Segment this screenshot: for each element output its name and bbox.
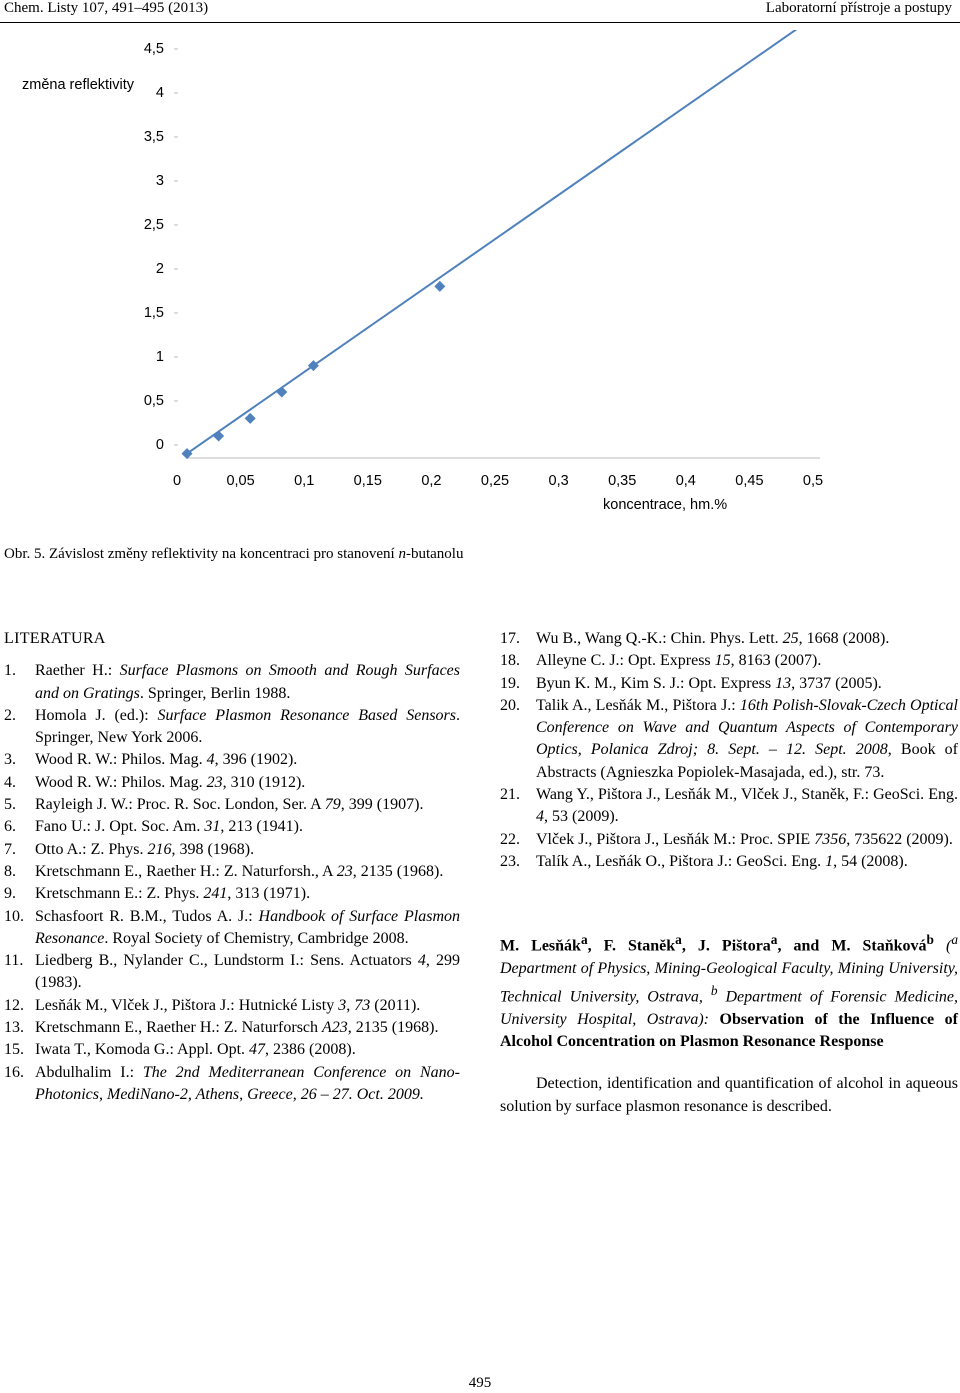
x-tick-label: 0,2: [421, 473, 442, 489]
reference-number: 5.: [4, 796, 16, 814]
reference-item: [4, 794, 460, 816]
reference-number: 2.: [4, 706, 16, 724]
text-run: Surface Plasmon Resonance Based Sensors: [157, 706, 456, 724]
reference-number: 20.: [500, 696, 520, 714]
reference-number: 18.: [500, 652, 520, 670]
reference-item: [500, 695, 958, 784]
page-number: 495: [468, 1375, 492, 1391]
reference-text: [35, 883, 460, 905]
x-tick-label: 0,15: [353, 473, 382, 489]
text-run: M. Lesňák: [500, 937, 581, 955]
text-run: , 54 (2008).: [833, 852, 908, 870]
y-tick-label: 4: [155, 85, 164, 101]
reference-text: [35, 772, 460, 794]
reference-number: 23.: [500, 852, 520, 870]
data-point-marker: [213, 431, 224, 442]
reference-item: [4, 1017, 460, 1039]
text-run: , and M. Staňková: [777, 937, 927, 955]
reference-text: [536, 628, 958, 650]
text-run: , 399 (1907).: [340, 796, 424, 814]
reference-text: [536, 695, 958, 784]
text-run: a: [675, 932, 682, 948]
text-run: 216: [147, 840, 172, 858]
x-axis-ticks: [173, 473, 823, 489]
text-run: Talík A., Lesňák O., Pištora J.: GeoSci. Eng.: [536, 852, 826, 870]
text-run: Raether H.:: [35, 662, 120, 680]
text-run: , F. Staněk: [587, 937, 676, 955]
figure-caption: [4, 546, 463, 563]
reference-item: [4, 816, 460, 838]
reference-text: [536, 784, 958, 829]
text-run: 79: [324, 796, 341, 814]
text-run: , J. Pištora: [681, 937, 771, 955]
reference-number: 15.: [4, 1041, 24, 1059]
text-run: , 2135 (1968).: [352, 862, 444, 880]
reference-item: [4, 1062, 460, 1107]
section-title: Laboratorní přístroje a postupy: [765, 0, 952, 16]
reference-number: 13.: [4, 1019, 24, 1037]
caption-prefix: Obr. 5.: [4, 546, 46, 562]
text-run: 1: [825, 852, 834, 870]
text-run: , 735622 (2009).: [846, 830, 953, 848]
text-run: Liedberg B., Nylander C., Lundstorm I.: Sens. Actuators: [35, 952, 418, 970]
x-tick-label: 0,1: [294, 473, 315, 489]
text-run: Schasfoort R. B.M., Tudos A. J.:: [35, 907, 259, 925]
caption-italic: n: [398, 546, 406, 562]
text-run: A23: [322, 1019, 348, 1037]
right-column: [500, 628, 958, 1118]
text-run: a: [770, 932, 778, 948]
y-axis-label: změna reflektivity: [22, 77, 135, 93]
data-point-marker: [434, 281, 445, 292]
reference-item: [500, 673, 958, 695]
text-run: a: [580, 932, 588, 948]
text-run: 73: [354, 996, 371, 1014]
y-tick-label: 2: [155, 261, 164, 277]
text-run: Alleyne C. J.: Opt. Express: [536, 652, 715, 670]
text-run: Department of Forensic Medicine, University Hospital, Ostrava):: [500, 988, 958, 1028]
text-run: Abdulhalim I.:: [35, 1063, 143, 1081]
journal-citation: Chem. Listy 107, 491–495 (2013): [4, 0, 209, 16]
y-tick-label: 3: [155, 173, 164, 189]
y-tick-label: 0: [155, 437, 164, 453]
reference-number: 8.: [4, 862, 16, 880]
reference-item: [500, 650, 958, 672]
text-run: b: [710, 983, 718, 999]
reference-item: [4, 1039, 460, 1061]
y-tick-label: 4,5: [143, 41, 164, 57]
text-run: , 310 (1912).: [222, 773, 306, 791]
text-run: Lesňák M., Vlček J., Pištora J.: Hutnické Listy: [35, 996, 339, 1014]
reference-item: [4, 749, 460, 771]
text-run: 23: [206, 773, 223, 791]
reference-number: 9.: [4, 885, 16, 903]
reflectivity-chart: [0, 30, 960, 520]
reference-number: 10.: [4, 907, 24, 925]
reference-number: 3.: [4, 751, 16, 769]
text-run: Kretschmann E., Raether H.: Z. Naturforsh., A: [35, 862, 337, 880]
text-run: 23: [336, 862, 353, 880]
text-run: Wood R. W.: Philos. Mag.: [35, 773, 207, 791]
x-tick-label: 0,45: [735, 473, 764, 489]
reference-item: [500, 628, 958, 650]
reference-text: [35, 1017, 460, 1039]
reference-text: [35, 1039, 460, 1061]
text-run: 7356: [814, 830, 847, 848]
reference-text: [536, 650, 958, 672]
text-run: ,: [346, 996, 355, 1014]
text-run: . Springer, New York 2006.: [35, 706, 460, 747]
text-run: 3: [338, 996, 347, 1014]
reference-text: [35, 861, 460, 883]
reference-list-right: [500, 628, 958, 873]
literature-title: LITERATURA: [4, 630, 106, 647]
data-points: [182, 30, 825, 459]
reference-item: [4, 772, 460, 794]
text-run: Kretschmann E.: Z. Phys.: [35, 885, 204, 903]
x-tick-label: 0,4: [675, 473, 696, 489]
text-run: , 396 (1902).: [214, 751, 298, 769]
text-run: , 3737 (2005).: [791, 674, 882, 692]
x-tick-label: 0: [172, 473, 182, 489]
running-header: [0, 0, 960, 23]
text-run: , 53 (2009).: [544, 808, 619, 826]
reference-text: [35, 839, 460, 861]
text-run: . Royal Society of Chemistry, Cambridge 2008.: [104, 929, 409, 947]
reference-item: [4, 883, 460, 905]
y-tick-label: 1: [155, 349, 164, 365]
text-run: , 8163 (2007).: [730, 652, 822, 670]
reference-number: 19.: [500, 674, 520, 692]
reference-item: [4, 839, 460, 861]
text-run: 4: [206, 751, 215, 769]
reference-text: [536, 673, 958, 695]
caption-text-b: -butanolu: [405, 546, 464, 562]
reference-list-left: [4, 660, 460, 1106]
reference-item: [4, 950, 460, 995]
data-point-marker: [245, 413, 256, 424]
reference-item: [4, 995, 460, 1017]
text-run: Byun K. M., Kim S. J.: Opt. Express: [536, 674, 776, 692]
text-run: 241: [203, 885, 228, 903]
text-run: Kretschmann E., Raether H.: Z. Naturforsch: [35, 1019, 323, 1037]
text-run: Wang Y., Pištora J., Lesňák M., Vlček J., Staněk, F.: GeoSci. Eng.: [536, 786, 958, 804]
text-run: Otto A.: Z. Phys.: [35, 840, 148, 858]
reference-text: [35, 794, 460, 816]
x-tick-label: 0,35: [608, 473, 637, 489]
text-run: Surface Plasmons on Smooth and Rough Surfaces and on Gratings: [35, 662, 461, 702]
text-run: Wood R. W.: Philos. Mag.: [35, 751, 207, 769]
data-point-marker: [276, 387, 287, 398]
reference-number: 6.: [4, 818, 16, 836]
reference-number: 21.: [500, 786, 520, 804]
text-run: (2011).: [370, 996, 421, 1014]
reference-text: [35, 749, 460, 771]
reference-number: 17.: [500, 630, 520, 647]
y-tick-label: 3,5: [143, 129, 164, 145]
text-run: 13: [775, 674, 792, 692]
text-run: Handbook of Surface Plasmon Resonance: [35, 907, 460, 947]
text-run: 47: [249, 1041, 266, 1059]
reference-item: [500, 829, 958, 851]
text-run: Wu B., Wang Q.-K.: Chin. Phys. Lett.: [536, 630, 783, 647]
y-axis-ticks: [144, 41, 178, 453]
reference-item: [4, 906, 460, 951]
text-run: (: [933, 937, 952, 955]
reference-item: [500, 784, 958, 829]
x-axis-label: koncentrace, hm.%: [603, 497, 728, 513]
text-run: Vlček J., Pištora J., Lesňák M.: Proc. SPIE: [536, 830, 815, 848]
text-run: , 313 (1971).: [227, 885, 311, 903]
reference-number: 1.: [4, 662, 16, 680]
text-run: The 2nd Mediterranean Conference on Nano-Photonics, MediNano-2, Athens, Greece, 26 – 27. Oct. 2009.: [35, 1063, 460, 1103]
x-tick-label: 0,3: [548, 473, 569, 489]
text-run: , 398 (1968).: [171, 840, 255, 858]
text-run: 4: [417, 952, 426, 970]
text-run: , 2135 (1968).: [347, 1019, 439, 1037]
text-run: , 213 (1941).: [220, 818, 303, 836]
text-run: , 299 (1983).: [35, 952, 460, 992]
text-run: Iwata T., Komoda G.: Appl. Opt.: [35, 1041, 250, 1059]
reference-text: [536, 829, 958, 851]
y-tick-label: 0,5: [143, 393, 164, 409]
y-tick-label: 2,5: [143, 217, 164, 233]
reference-item: [4, 705, 460, 750]
text-run: , 1668 (2008).: [798, 630, 890, 647]
y-tick-label: 1,5: [143, 305, 164, 321]
reference-text: [35, 660, 460, 705]
reference-item: [4, 660, 460, 705]
reference-text: [35, 816, 460, 838]
reference-number: 12.: [4, 996, 24, 1014]
text-run: , 2386 (2008).: [265, 1041, 356, 1059]
reference-number: 22.: [500, 830, 520, 848]
text-run: . Springer, Berlin 1988.: [139, 684, 291, 702]
text-run: 15: [714, 652, 731, 670]
text-run: b: [926, 932, 934, 948]
text-run: Rayleigh J. W.: Proc. R. Soc. London, Ser. A: [35, 796, 325, 814]
reference-item: [4, 861, 460, 883]
reference-text: [35, 950, 460, 995]
caption-text-a: Závislost změny reflektivity na koncentraci pro stanovení: [49, 546, 399, 562]
reference-item: [500, 851, 958, 873]
left-column: [4, 628, 460, 1106]
reference-number: 7.: [4, 840, 16, 858]
abstract-heading: [500, 929, 958, 1053]
reference-text: [35, 1062, 460, 1107]
text-run: Talik A., Lesňák M., Pištora J.:: [536, 696, 740, 714]
reference-text: [35, 995, 460, 1017]
text-run: Homola J. (ed.):: [35, 706, 158, 724]
text-run: a: [951, 932, 958, 948]
text-run: Department of Physics, Mining-Geological Faculty, Mining University, Technical University, Ostrava,: [500, 959, 958, 1006]
abstract-body: Detection, identification and quantification of alcohol in aqueous solution by surface plasmon resonance is described.: [500, 1075, 958, 1115]
reference-text: [35, 906, 460, 951]
text-run: 4: [536, 808, 544, 826]
x-tick-label: 0,05: [226, 473, 255, 489]
x-tick-label: 0,25: [480, 473, 510, 489]
text-run: Observation of the Influence of Alcohol Concentration on Plasmon Resonance Response: [500, 1010, 958, 1051]
text-run: , Book of Abstracts (Agnieszka Popiolek-Masajada, ed.), str. 73.: [536, 741, 959, 781]
reference-text: [35, 705, 460, 750]
reference-number: 11.: [4, 952, 24, 970]
reference-number: 4.: [4, 773, 16, 791]
x-tick-label: 0,5: [802, 473, 824, 489]
reference-number: 16.: [4, 1063, 24, 1081]
text-run: 31: [204, 818, 221, 836]
text-run: 25: [782, 630, 799, 647]
reference-text: [536, 851, 958, 873]
text-run: Fano U.: J. Opt. Soc. Am.: [35, 818, 205, 836]
text-run: 16th Polish-Slovak-Czech Optical Conference on Wave and Quantum Aspects of Contemporary Optics, Polanica Zdroj; 8. Sept. – 12. Sept. 2008: [536, 696, 959, 759]
